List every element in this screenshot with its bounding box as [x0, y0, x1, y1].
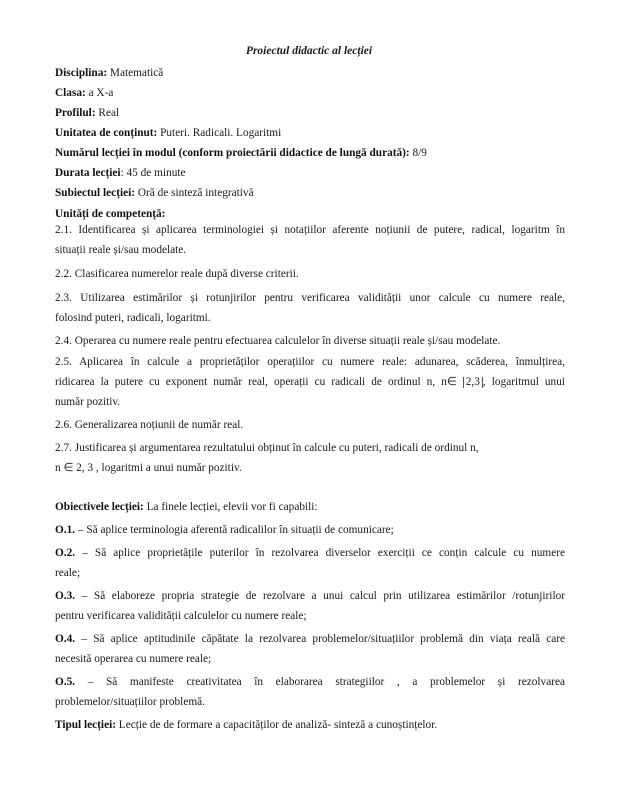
competence-line: 2.4. Operarea cu numere reale pentru efectuarea calculelor în diverse situații reale și/sau modelate. [55, 335, 501, 347]
field-label: Disciplina: [55, 67, 108, 79]
field-subject [55, 186, 565, 200]
field-label: Clasa: [55, 87, 86, 99]
field-value: Lecție de de formare a capacităților de analiză- sinteză a cunoștințelor. [115, 719, 438, 731]
field-content-unit [55, 126, 565, 140]
objective-code: O.5. [55, 676, 76, 688]
field-value: a X-a [85, 87, 114, 99]
field-value: Matematică [107, 67, 164, 79]
field-label: Subiectul lecției: [55, 187, 136, 199]
objective-o2 [55, 546, 565, 560]
field-duration [55, 166, 565, 180]
field-label: Numărul lecției în modul (conform proiectării didactice de lungă durată): [55, 147, 410, 159]
field-profile [55, 106, 565, 120]
competence-line: 2.5. Aplicarea în calcule a proprietăților operațiilor cu numere reale: adunarea, scăderea, înmulțirea, [55, 356, 565, 368]
field-discipline [55, 66, 565, 80]
objective-text: – Să aplice terminologia aferentă radicalilor în situații de comunicare; [77, 524, 394, 536]
competence-line: situații reale și/sau modelate. [55, 244, 187, 256]
competence-line: 2.2. Clasificarea numerelor reale după diverse criterii. [55, 268, 299, 280]
field-label: Unitatea de conținut: [55, 127, 158, 139]
competence-line: 2.6. Generalizarea noțiunii de număr real. [55, 419, 244, 431]
field-label: Durata lecției [55, 167, 121, 179]
field-label: Tipul lecției: [55, 719, 116, 731]
objective-text: – Să manifeste creativitatea în elaborarea strategiilor , a problemelor și rezolvarea [87, 676, 565, 688]
objective-o1 [55, 523, 565, 537]
section-heading: Unități de competență: [55, 208, 166, 220]
objective-o3 [55, 589, 565, 603]
objective-code: O.4. [55, 633, 76, 645]
competence-line: folosind puteri, radicali, logaritmi. [55, 312, 211, 324]
set-notation: 2,3 [463, 377, 483, 388]
objective-code: O.2. [55, 547, 76, 559]
objective-o5-cont: problemelor/situațiilor problemă. [55, 696, 205, 708]
field-lesson-number [55, 146, 565, 160]
document-title: Proiectul didactic al lecției [245, 45, 373, 57]
objective-code: O.1. [55, 524, 76, 536]
field-value: Real [95, 107, 120, 119]
lesson-type [55, 718, 565, 732]
text-span: , logaritmul unui [482, 376, 565, 388]
field-value: Oră de sinteză integrativă [135, 187, 254, 199]
competence-line: n ∈ 2, 3 , logaritmi a unui număr pozitiv. [55, 462, 242, 474]
objective-o2-cont: reale; [55, 567, 81, 579]
competence-line: 2.7. Justificarea și argumentarea rezultatului obținut în calcule cu puteri, radicali de ordinul n, [55, 442, 479, 454]
section-heading: Obiectivele lecției: [55, 501, 144, 513]
competences-heading [55, 207, 565, 221]
objective-text: – Să elaboreze propria strategie de rezolvare a unui calcul prin utilizarea estimărilor /rotunjirilor [81, 590, 565, 602]
field-value: 8/9 [409, 147, 427, 159]
competence-line: 2.1. Identificarea și aplicarea terminologiei și notațiilor aferente noțiunii de putere, radical, logaritm în [55, 224, 565, 236]
objectives-heading [55, 500, 565, 514]
field-value: Puteri. Radicali. Logaritmi [157, 127, 282, 139]
objective-o4-cont: necesită operarea cu numere reale; [55, 653, 212, 665]
competence-line: număr pozitiv. [55, 396, 121, 408]
text-span: ridicarea la putere cu exponent număr real, operații cu radicali de ordinul n, n∈ [55, 376, 463, 388]
competence-line: 2.3. Utilizarea estimărilor și rotunjirilor pentru verificarea validității unor calcule cu numere reale, [55, 292, 565, 304]
field-class [55, 86, 565, 100]
objectives-intro: La finele lecției, elevii vor fi capabili: [143, 501, 318, 513]
objective-o5 [55, 675, 565, 689]
objective-text: – Să aplice proprietățile puterilor în rezolvarea diverselor exerciții ce conțin calcule cu numere [82, 547, 566, 559]
objective-o4 [55, 632, 565, 646]
field-value: : 45 de minute [120, 167, 186, 179]
competence-line [55, 375, 565, 389]
objective-text: – Să aplice aptitudinile căpătate la rezolvarea problemelor/situațiilor problemă din viața reală care [81, 633, 566, 645]
field-label: Profilul: [55, 107, 96, 119]
objective-code: O.3. [55, 590, 76, 602]
objective-o3-cont: pentru verificarea validității calculelor cu numere reale; [55, 610, 307, 622]
